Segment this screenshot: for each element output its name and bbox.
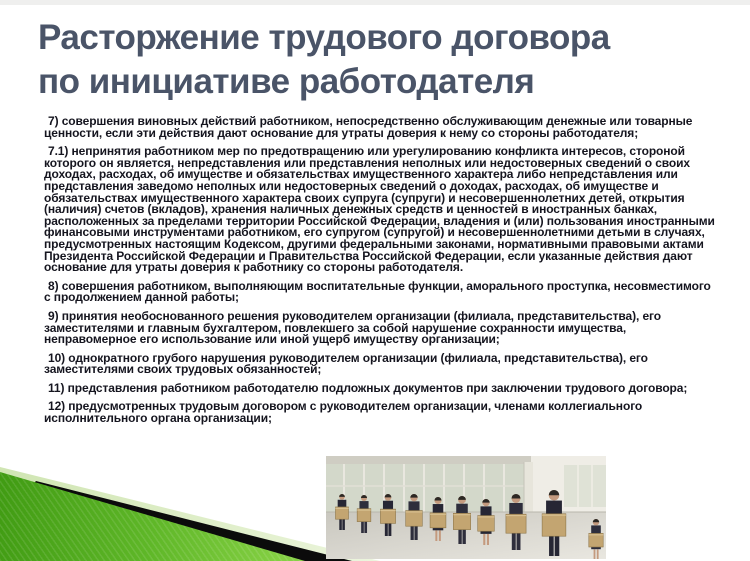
paragraph-item-7-1: 7.1) непринятия работником мер по предотвращению или урегулированию конфликта интересов, стороной которого он является, непредставления или представления неполных или недостоверных сведений о своих доходах, расходах, об имуществе и обязательствах имущественного характера либо непредставления или представления заведомо неполных или недостоверных сведений о доходах, расходах, об имуществе и обязательствах имущественного характера своих супруга (супруги) и несовершеннолетних детей, открытия (наличия) счетов (вкладов), хранения наличных денежных средств и ценностей в иностранных банках, расположенных за пределами территории Российской Федерации, владения и (или) пользования иностранными финансовыми инструментами работником, его супругом (супругой) и несовершеннолетними детьми в случаях, предусмотренных настоящим Кодексом, другими федеральными законами, нормативными правовыми актами Президента Российской Федерации и Правительства Российской Федерации, если указанные действия дают основание для утраты доверия к работнику со стороны работодателя. — [44, 144, 715, 275]
paragraph-item-7: 7) совершения виновных действий работником, непосредственно обслуживающим денежные или товарные ценности, если эти действия дают основание для утраты доверия к нему со стороны работодателя; — [44, 114, 693, 140]
paragraph-item-11: 11) представления работником работодателю подложных документов при заключении трудового договора; — [48, 380, 688, 395]
layoffs-photo — [326, 456, 606, 559]
paragraph-item-9: 9) принятия необоснованного решения руководителем организации (филиала, представительства), его заместителями и главным бухгалтером, повлекшего за собой нарушение сохранности имущества, неправомерное его использование или иной ущерб имуществу организации; — [44, 308, 662, 347]
title-line-1: Расторжение трудового договора — [38, 18, 610, 57]
paragraph-item-8: 8) совершения работником, выполняющим воспитательные функции, аморального проступка, несовместимого с продолжением данной работы; — [44, 278, 711, 305]
slide-body — [44, 116, 720, 432]
paragraph-item-12: 12) предусмотренных трудовым договором с руководителем организации, членами коллегиального исполнительного органа организации; — [44, 399, 643, 426]
paragraph-item-10: 10) однократного грубого нарушения руководителем организации (филиала, представительства), его заместителями своих трудовых обязанностей; — [44, 350, 648, 377]
office-column — [524, 462, 533, 514]
layoffs-photo-illustration — [326, 456, 606, 559]
title-line-2: по инициативе работодателя — [38, 62, 535, 101]
slide-top-edge — [0, 0, 750, 5]
slide-title — [38, 16, 738, 104]
